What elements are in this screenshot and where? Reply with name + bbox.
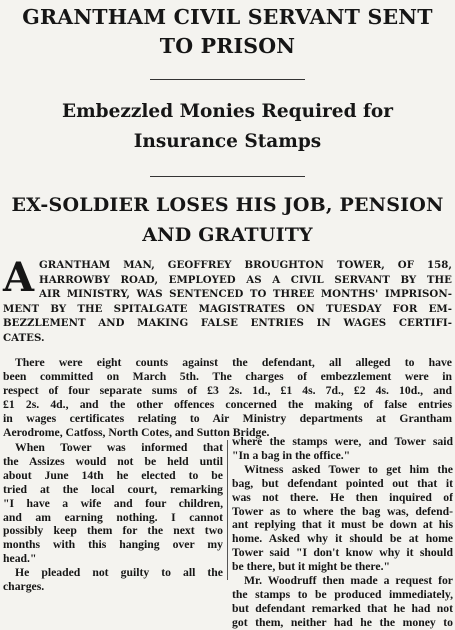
column-line: Tower said "I don't know why it should (232, 546, 453, 560)
lede-line: BEZZLEMENT AND MAKING FALSE ENTRIES IN WAGES CERTIFI- (3, 317, 452, 330)
body-line: respect of four separate sums of £3 2s. 1d., £1 4s. 7d., £2 4s. 10d., and (3, 383, 452, 397)
column-line: tried at the local court, remarking (3, 482, 223, 496)
column-line: Tower as to where the bag was, defend- (232, 504, 453, 518)
body-paragraph-wide (3, 356, 452, 439)
lede-paragraph (3, 254, 452, 346)
drop-cap: A (3, 254, 35, 301)
column-line: home. Asked why it should be at home (232, 532, 453, 546)
column-line: got them, neither had he the money to (232, 615, 453, 629)
column-line: and am earning nothing. I cannot (3, 510, 223, 524)
kicker-line-1: EX-SOLDIER LOSES HIS JOB, PENSION (11, 194, 444, 216)
body-line: £1 2s. 4d., and the other offences concerned the making of false entries (3, 397, 452, 411)
column-line: When Tower was informed that (15, 441, 223, 454)
body-line: There were eight counts against the defendant, all alleged to have (15, 356, 452, 369)
subheadline-rule (150, 176, 305, 177)
column-line: the Assizes would not be held until (3, 454, 223, 468)
column-line: charges. (3, 580, 45, 594)
subheadline-line-2: Insurance Stamps (133, 131, 322, 152)
kicker-line-2: AND GRATUITY (142, 224, 313, 246)
lede-line: GRANTHAM MAN, GEOFFREY BROUGHTON TOWER, OF 158, (39, 259, 452, 271)
headline-rule (150, 79, 305, 80)
column-line: was not there. He then inquired of (232, 490, 453, 504)
column-line: but defendant remarked that he had not (232, 601, 453, 615)
column-line: head." (3, 552, 37, 566)
column-line: Mr. Woodruff then made a request for (244, 574, 453, 588)
right-column (232, 435, 453, 630)
headline-line-2: TO PRISON (159, 34, 296, 58)
body-line: been committed on March 5th. The charges of embezzlement were in (3, 369, 452, 383)
column-line: He pleaded not guilty to all the (15, 566, 223, 580)
column-line: about June 14th he elected to be (3, 468, 223, 482)
lede-line: MENT BY THE SPITALGATE MAGISTRATES ON TUESDAY FOR EM- (3, 302, 452, 315)
column-line: months with this hanging over my (3, 538, 223, 552)
lede-line: AIR MINISTRY, WAS SENTENCED TO THREE MONTHS' IMPRISON- (39, 288, 452, 301)
column-line: be there, but it might be there." (232, 560, 390, 574)
lede-line: HARROWBY ROAD, EMPLOYED AS A CIVIL SERVANT BY THE (39, 273, 452, 286)
headline (0, 3, 455, 61)
column-line: ant replying that it must be down at his (232, 518, 453, 532)
column-line: Witness asked Tower to get him the (244, 462, 453, 476)
body-line: Aerodrome, Catfoss, North Cotes, and Sutton Bridge. (3, 425, 270, 439)
subheadline-line-1: Embezzled Monies Required for (62, 101, 393, 122)
column-line: where the stamps were, and Tower said (232, 435, 453, 448)
column-line: possibly keep them for the next two (3, 524, 223, 538)
left-column (3, 441, 223, 594)
subheadline (0, 97, 455, 157)
column-line: bag, but defendant pointed out that it (232, 476, 453, 490)
column-line: "In a bag in the office." (232, 448, 351, 462)
body-line: in wages certificates relating to Air Ministry departments at Grantham (3, 411, 452, 425)
column-line: "I have a wife and four children, (3, 496, 223, 510)
kicker-headline (0, 190, 455, 250)
lede-line: CATES. (3, 331, 45, 344)
column-divider (227, 440, 228, 580)
column-line: the stamps to be produced immediately, (232, 587, 453, 601)
headline-line-1: GRANTHAM CIVIL SERVANT SENT (22, 5, 433, 29)
